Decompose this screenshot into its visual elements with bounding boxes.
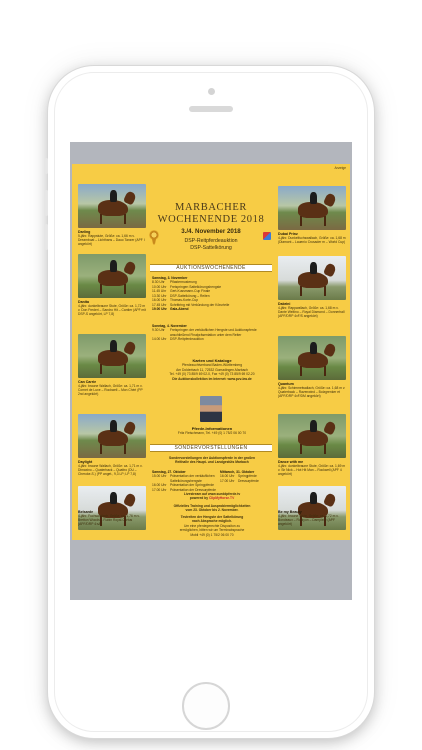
schedule-row: 17.00 Uhr Dressurpferde	[220, 478, 259, 483]
horse-name: Quantum	[278, 382, 294, 386]
sonder-intro	[152, 456, 272, 465]
testreiten-line: nach Absprache möglich.	[192, 519, 232, 524]
horse-desc: 4-jähr. Schimmelwallach, Größe: ca. 1,68 m v. Quaterback – Ravenwind – Bolzgrenker et (APF/DRP 4xF/DM angekört)	[278, 385, 346, 398]
tickets-line: Tel. +49 (0) 73 85/9 69 02-0, Fax +49 (0) 73 85/9 69 02-20	[169, 372, 255, 377]
clipmyhorse-logo: ClipMyHorse.TV	[208, 496, 235, 501]
schedule-row: 16.00 Uhr Springpferde	[220, 474, 257, 479]
poster-title	[146, 202, 276, 252]
horse-caption	[78, 300, 148, 317]
title-line-1: MARBACHER	[175, 202, 247, 213]
title-line-2: WOCHENENDE 2018	[157, 214, 265, 226]
horse-photo	[78, 334, 146, 378]
horse-caption	[278, 302, 348, 319]
schedule-row: 15.00 Uhr Präsentation der verkäuflichen Sattelkörungshengste	[152, 474, 215, 483]
horse-desc: 4-jähr. dunkelbraune Stute, Größe: ca. 1,72 m v. Don Frederi – Sandro Hit – Cantier (APF mit DSP-S angekört, LP 7,8)	[78, 303, 146, 316]
horse-name: Belsarde	[78, 510, 94, 514]
tickets-line: Pferdezuchtverband Baden-Württemberg	[181, 363, 243, 368]
screen	[70, 142, 352, 600]
horse-caption	[78, 230, 148, 247]
schedule-row: 17.00 Uhr Präsentation der Dressurpferde	[152, 487, 216, 492]
horse-name: Daylight	[78, 460, 93, 464]
horse-desc: 5-jähr. Rappstute, Größe: ca. 1,66 m v. Dreamboat – Lichthans – Dauo Tanzer (APF I angekört)	[78, 233, 145, 246]
horse-desc: 4-jähr. braune Stute, Größe: ca. 1,72 m v. Bondeaux – Rubiyon – Dampiere (APF angekört)	[278, 513, 339, 526]
schedule-row: 8.30 Uhr Pflastermusterung	[152, 280, 197, 285]
appointment-line: Mobil +49 (0) 1 75/2 06 00 70	[190, 532, 234, 537]
schedule-row: 19.00 Uhr Gala-Abend	[152, 307, 189, 312]
horse-photo	[78, 414, 146, 458]
sonder-wednesday	[220, 470, 274, 483]
earpiece-speaker	[189, 106, 233, 112]
contact-portrait	[200, 396, 222, 422]
subtitle-koerung: DSP-Sattelkörung	[190, 245, 232, 252]
sonder-saturday	[152, 470, 216, 492]
schedule-row: 10.00 Uhr Freispringen Sattelkörungshengste	[152, 284, 222, 289]
horse-caption	[78, 380, 148, 397]
sonder-saturday-heading: Samstag, 27. Oktober	[152, 470, 186, 474]
sunday-heading: Sonntag, 4. November	[152, 324, 187, 328]
schedule-row: 9.30 Uhr Freispringen der verkäuflichen Hengste und Auktionspferde anschließend Finalpräsentation unter dem Reiter	[152, 328, 257, 337]
ad-label: Anzeige	[334, 166, 346, 170]
horse-caption	[278, 460, 348, 477]
sunday-schedule	[152, 324, 272, 342]
saturday-schedule	[152, 276, 272, 312]
section-sonder: SONDERVORSTELLUNGEN	[150, 444, 272, 452]
horse-name: Danita	[78, 300, 89, 304]
mute-switch[interactable]	[45, 158, 48, 174]
horse-desc: 4-jähr. Dunkelfuchswallach, Größe: ca. 1,68 m (Diamont – Lauenio Crusader m – World Cup)	[278, 235, 346, 244]
volume-up-button[interactable]	[45, 190, 48, 216]
section-auktion: AUKTIONSWOCHENENDE	[150, 264, 272, 272]
schedule-row: 16.00 Uhr Präsentation der Springpferde	[152, 483, 214, 488]
horse-desc: 4-jähr. Rappwallach, Größe: ca. 1,68 m v. Dante Weltino – Royal Diamond – Donnerhall (APF/DRP 4xF/S angekört)	[278, 305, 345, 318]
horse-desc: 4-jähr. braune Wallach, Größe: ca. 1,71 m v. Cornet de Luxe – Rockwell – Mon Chéri (PP 2nd angekört)	[78, 383, 143, 396]
horse-info-heading: Pferde-Informationen	[191, 426, 233, 431]
horse-photo	[278, 186, 346, 230]
schedule-row: 13.30 Uhr DSP-Sattelkörung – Reiten	[152, 293, 210, 298]
sonder-intro-line: Reithalle des Haupt- und Landgestüts Marbach	[175, 460, 249, 465]
training-line: vom 23. Oktober bis 2. November.	[185, 508, 239, 513]
subtitle-auction: DSP-Reitpferdeauktion	[184, 238, 238, 245]
horse-name: Dance with me	[278, 460, 304, 464]
tickets-heading: Karten und Kataloge	[192, 358, 232, 363]
horse-photo	[278, 414, 346, 458]
home-button[interactable]	[182, 682, 230, 730]
horse-name: Dubai Prinz	[278, 232, 298, 236]
sonder-intro-line: Sondervorstellungen der Auktionspferde in der großen	[169, 456, 255, 460]
sonder-wednesday-heading: Mittwoch, 31. Oktober	[220, 470, 255, 474]
schedule-row: 17.45 Uhr Schrittring mit Verkündung der Körurteile	[152, 302, 230, 307]
tickets-line: Am Dolderbach 11, 72532 Gomadingen-Marbach	[176, 367, 248, 372]
schedule-row: 16.00 Uhr Thomas-Korte-Cup	[152, 298, 199, 303]
horse-info-contact: Fritz Fleischmann, Tel. +49 (0) 1 75/2 06 00 70	[177, 431, 247, 436]
appointment-line: Um eine pferdegerechte Dispositon zu	[183, 524, 241, 528]
horse-desc: 4-jähr. Fuchswallach, Größe: ca. 1,76 m v. Bretton Woods – Rubin Royal-Cortus (APF/DRP 4:sA)	[78, 513, 140, 526]
tickets-line: Die Auktionskollektion im Internet: www.pzv-bw.de	[172, 376, 252, 381]
front-camera	[208, 88, 215, 95]
volume-down-button[interactable]	[45, 224, 48, 250]
horse-name: Be my Beauty	[278, 510, 302, 514]
horse-caption	[278, 382, 348, 399]
horse-caption	[278, 510, 348, 527]
training-info	[152, 504, 272, 524]
horse-photo	[278, 256, 346, 300]
horse-photo	[78, 254, 146, 298]
powered-by: powered by ClipMyHorse.TV	[189, 496, 235, 501]
appointment-line: ermöglichen, bitten wir um Terminabsprache	[179, 528, 245, 533]
tickets-info	[152, 358, 272, 381]
livestream-info	[152, 492, 272, 501]
horse-photo	[78, 184, 146, 228]
horse-photo	[278, 336, 346, 380]
livestream-line: Livestream auf www.sueddpferde.tv	[183, 492, 241, 496]
horse-name: Darling	[78, 230, 91, 234]
saturday-heading: Samstag, 3. November	[152, 276, 188, 280]
horse-caption	[278, 232, 348, 245]
event-date: 3./4. November 2018	[181, 228, 241, 236]
horse-desc: 4-jähr. dunkelbraune Stute, Größe: ca. 1,69 m v. Sir Nick – Hot Hit Man – Rockwell (APF 4 angekört)	[278, 463, 346, 476]
schedule-row: 14.00 Uhr DSP-Reitpferdeauktion	[152, 337, 204, 342]
horse-name: Dabrini	[278, 302, 291, 306]
horse-desc: 4-jähr. braune Wallach, Größe: ca. 1,71 m v. Dimaxino – Quaterback – Quattro (DU – Cheroke-S.) (PP anget., 9,3 LP; LP 7,8)	[78, 463, 143, 476]
horse-name: Can Carrie	[78, 380, 97, 384]
horse-caption	[78, 510, 148, 527]
schedule-row: 11.45 Uhr Gert-Kussmann-Cup Finale	[152, 289, 211, 294]
testreiten-line: Testreiten der Hengste der Sattelkörung	[180, 514, 244, 519]
training-line: Offizielles Training und Ausprobiermöglichkeiten	[173, 504, 251, 508]
horse-caption	[78, 460, 148, 477]
event-poster	[72, 164, 350, 540]
appointment-info	[152, 524, 272, 537]
horse-info	[152, 426, 272, 436]
